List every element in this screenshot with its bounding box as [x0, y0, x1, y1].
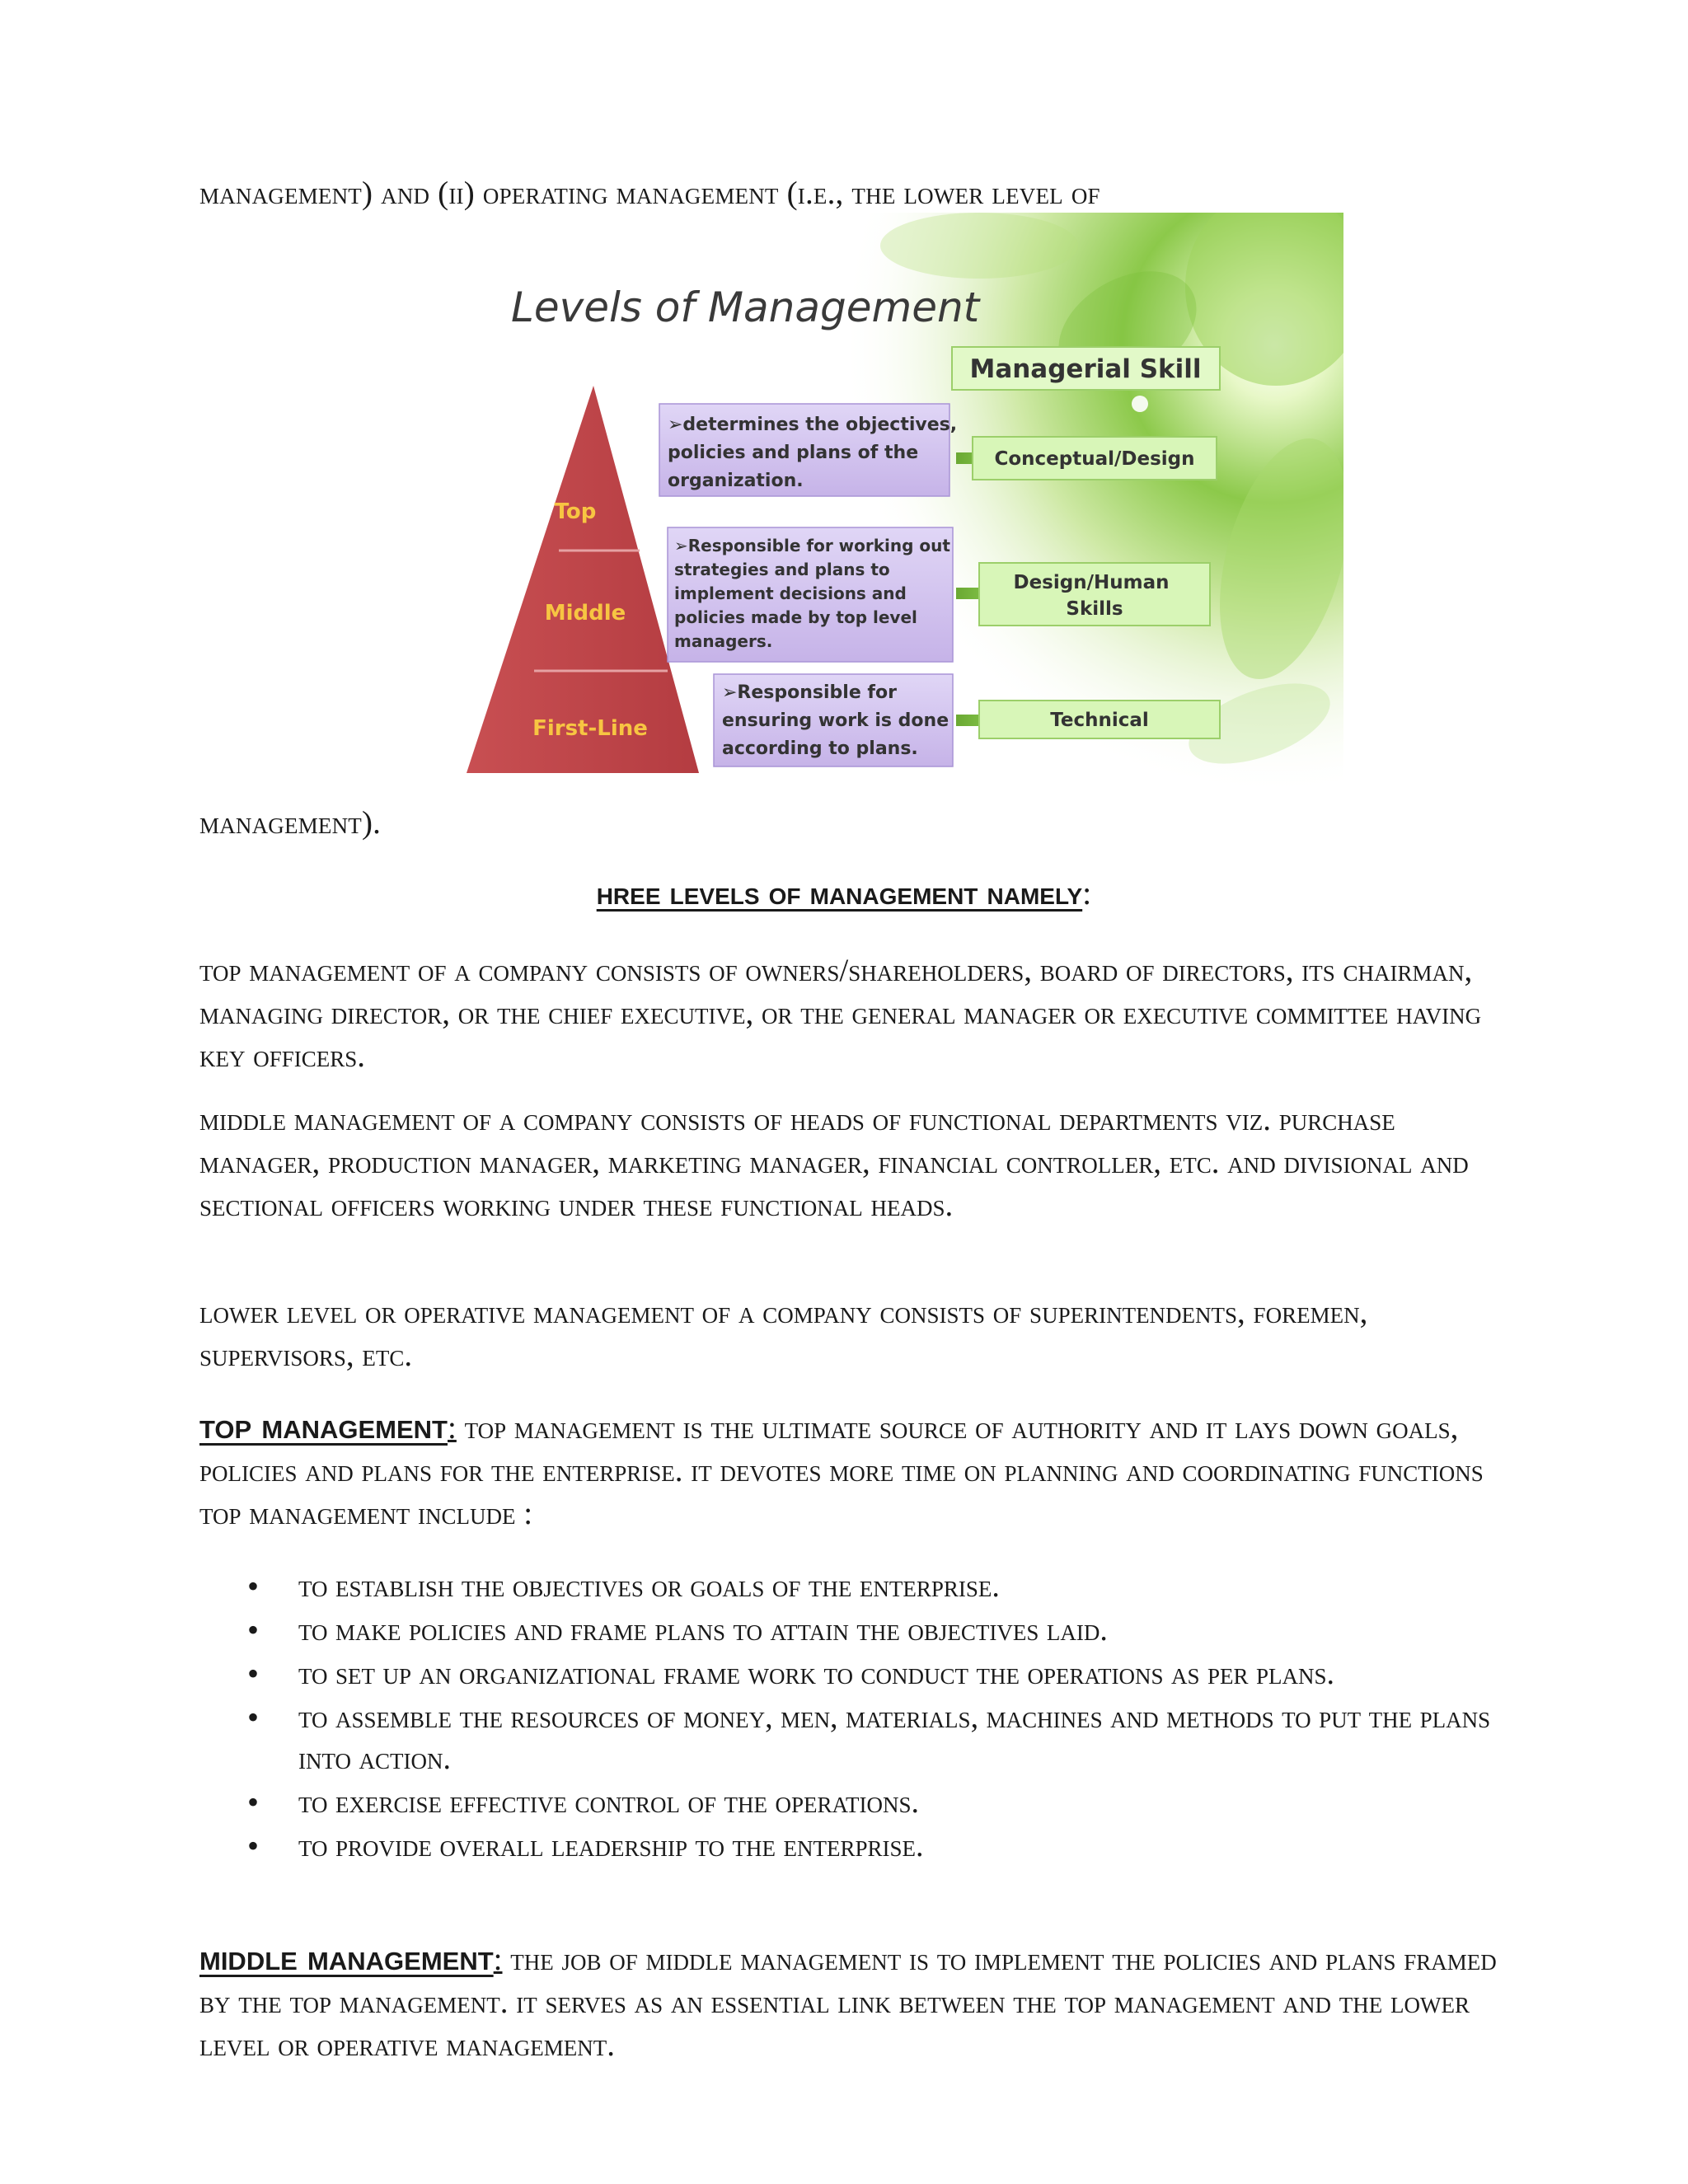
intro-line: management) and (ii) operating management (i.e., the lower level of: [199, 176, 1100, 211]
middle-management-text: the job of middle management is to implement the policies and plans framed by the top management. it serves as an essential link between the top management and the lower level or operative management.: [199, 1942, 1497, 2063]
top-management-functions-list: [199, 1566, 1502, 1869]
list-item: • to establish the objectives or goals of the enterprise.: [199, 1566, 1502, 1607]
top-management-text: top management is the ultimate source of authority and it lays down goals, policies and plans for the enterprise. it devotes more time on planning and coordinating functions top management include :: [199, 1410, 1484, 1531]
list-item: • to provide overall leadership to the enterprise.: [199, 1825, 1502, 1867]
skill-first-line: Technical: [1050, 710, 1149, 731]
middle-management-colon: :: [493, 1942, 503, 1977]
list-item: • to exercise effective control of the operations.: [199, 1782, 1502, 1823]
levels-of-management-figure: [452, 213, 1343, 814]
heading-text: hree levels of management namely: [596, 875, 1083, 912]
desc-first-line: ➢Responsible for ensuring work is done according to plans.: [722, 682, 950, 759]
paragraph-lower-management: lower level or operative management of a company consists of superintendents, foremen, supervisors, etc.: [199, 1295, 1368, 1373]
section-middle-management: [199, 1937, 1502, 2067]
paragraph-middle-management: middle management of a company consists of heads of functional departments viz. purchase manager, production manager, marketing manager, financial controller, etc. and divisional and sectional officers working under these functional heads.: [199, 1102, 1469, 1223]
middle-management-heading: middle management: [199, 1938, 494, 1978]
figure-caption-continuation: management).: [199, 805, 382, 841]
list-item: • to assemble the resources of money, men, materials, machines and methods to put the plans into action.: [199, 1697, 1502, 1779]
pyramid-label-first-line: First-Line: [532, 716, 648, 741]
desc-middle: ➢Responsible for working out strategies and plans to implement decisions and policies made by top level managers.: [674, 536, 950, 651]
desc-top: ➢determines the objectives, policies and plans of the organization.: [668, 415, 958, 491]
section-heading-levels: [0, 874, 1688, 912]
light-spot-icon: [1132, 396, 1148, 412]
pyramid-label-middle: Middle: [544, 601, 626, 626]
heading-colon: :: [1082, 874, 1092, 912]
list-item: • to make policies and frame plans to attain the objectives laid.: [199, 1610, 1502, 1651]
skill-top: Conceptual/Design: [994, 448, 1195, 470]
skill-header: Managerial Skill: [969, 354, 1202, 384]
top-management-colon: :: [448, 1410, 457, 1446]
figure-title: Levels of Management: [511, 284, 980, 331]
list-item: • to set up an organizational frame work to conduct the operations as per plans.: [199, 1653, 1502, 1694]
top-management-heading: top management: [199, 1406, 448, 1446]
paragraph-top-management: top management of a company consists of owners/shareholders, board of directors, its chairman, managing director, or the chief executive, or the general manager or executive committee having key officers.: [199, 953, 1482, 1074]
skill-middle: Design/Human Skills: [1013, 572, 1170, 620]
pyramid-label-top: Top: [554, 499, 597, 524]
section-top-management: [199, 1405, 1502, 1535]
